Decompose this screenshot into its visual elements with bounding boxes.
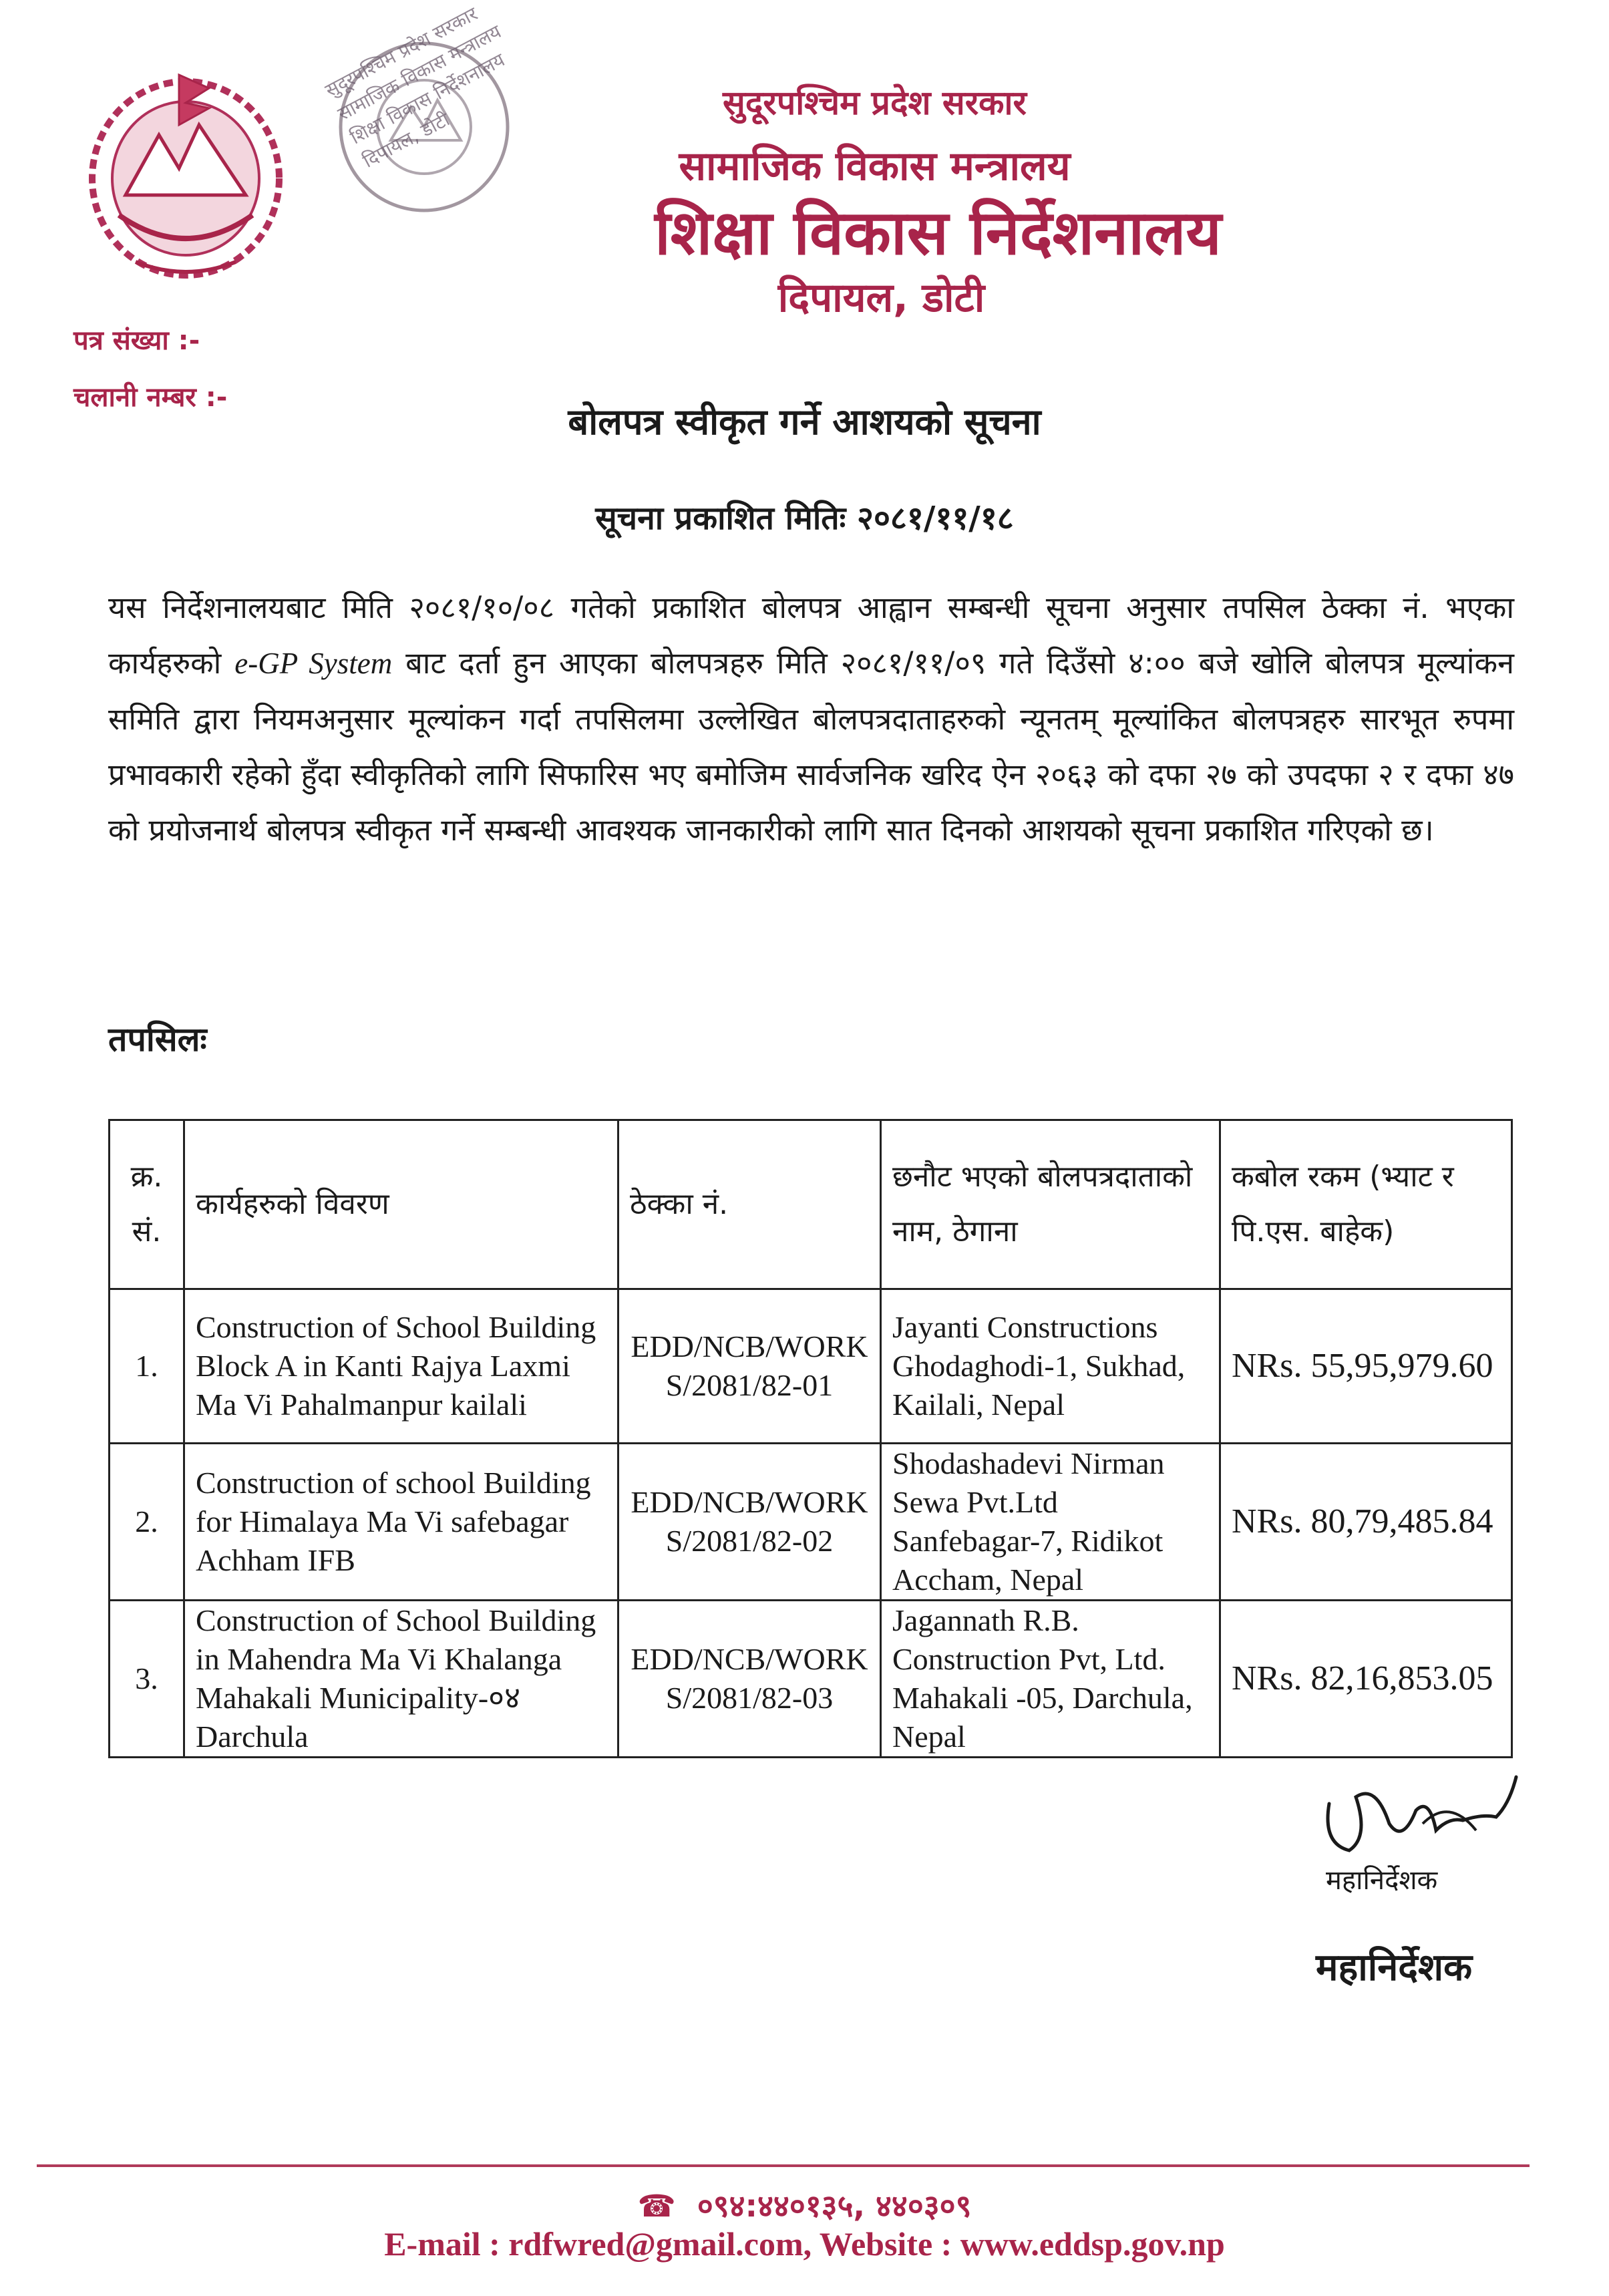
header-sn: क्र. सं.: [110, 1120, 184, 1289]
signature-title: महानिर्देशक: [1326, 1865, 1438, 1896]
row-amount: NRs. 55,95,979.60: [1220, 1289, 1512, 1444]
table-row: [110, 1289, 1512, 1444]
row-bidder: Shodashadevi Nirman Sewa Pvt.Ltd Sanfebagar-7, Ridikot Accham, Nepal: [881, 1444, 1220, 1601]
header-bidder: छनौट भएको बोलपत्रदाताको नाम, ठेगाना: [881, 1120, 1220, 1289]
table-header-row: [110, 1120, 1512, 1289]
notice-body-part1: यस निर्देशनालयबाट मिति २०८१/१०/०८ गतेको प्रकाशित बोलपत्र आह्वान सम्बन्धी सूचना अनुसार तपसिल ठेक्का नं. भएका कार्यहरुको: [108, 590, 1514, 681]
signature: [1316, 1757, 1530, 1864]
row-amount: NRs. 80,79,485.84: [1220, 1444, 1512, 1601]
row-description: Construction of School Building in Mahendra Ma Vi Khalanga Mahakali Municipality-०४ Darchula: [184, 1601, 618, 1758]
letterhead-location: दिपायल, डोटी: [777, 275, 985, 321]
row-contract-no: EDD/NCB/WORKS/2081/82-03: [618, 1601, 881, 1758]
row-bidder: Jayanti Constructions Ghodaghodi-1, Sukhad, Kailali, Nepal: [881, 1289, 1220, 1444]
row-description: Construction of school Building for Himalaya Ma Vi safebagar Achham IFB: [184, 1444, 618, 1601]
letter-number-label: पत्र संख्या :-: [73, 325, 200, 356]
phone-icon: ☎: [637, 2188, 676, 2224]
row-description: Construction of School Building Block A in Kanti Rajya Laxmi Ma Vi Pahalmanpur kailali: [184, 1289, 618, 1444]
row-bidder: Jagannath R.B. Construction Pvt, Ltd. Mahakali -05, Darchula, Nepal: [881, 1601, 1220, 1758]
tender-table: [108, 1119, 1513, 1758]
letterhead-directorate: शिक्षा विकास निर्देशनालय: [655, 197, 1222, 269]
row-amount: NRs. 82,16,853.05: [1220, 1601, 1512, 1758]
table-row: [110, 1444, 1512, 1601]
footer-phone: [0, 2184, 1609, 2226]
egp-system: e-GP System: [234, 647, 393, 680]
table-row: [110, 1601, 1512, 1758]
dispatch-number-label: चलानी नम्बर :-: [73, 382, 228, 413]
schedule-label: तपसिलः: [108, 1020, 207, 1059]
notice-title: बोलपत्र स्वीकृत गर्ने आशयको सूचना: [568, 401, 1041, 443]
footer-phone-number: ०९४:४४०१३५, ४४०३०९: [697, 2188, 972, 2224]
row-sn: 1.: [110, 1289, 184, 1444]
header-contract-no: ठेक्का नं.: [618, 1120, 881, 1289]
header-amount: कबोल रकम (भ्याट र पि.एस. बाहेक): [1220, 1120, 1512, 1289]
row-contract-no: EDD/NCB/WORKS/2081/82-02: [618, 1444, 881, 1601]
notice-body-part2: बाट दर्ता हुन आएका बोलपत्रहरु मिति २०८१/११/०९ गते दिउँसो ४:०० बजे खोलि बोलपत्र मूल्यांकन समिति द्वारा नियमअनुसार मूल्यांकन गर्दा तपसिलमा उल्लेखित बोलपत्रदाताहरुको न्यूनतम् मूल्यांकित बोलपत्रहरु सारभूत रुपमा प्रभावकारी रहेको हुँदा स्वीकृतिको लागि सिफारिस भए बमोजिम सार्वजनिक खरिद ऐन २०६३ को दफा २७ को उपदफा २ र दफा ४७ को प्रयोजनार्थ बोलपत्र स्वीकृत गर्ने सम्बन्धी आवश्यक जानकारीको लागि सात दिनको आशयको सूचना प्रकाशित गरिएको छ।: [108, 645, 1515, 848]
footer-contact: E-mail : rdfwred@gmail.com, Website : www.eddsp.gov.np: [384, 2225, 1225, 2263]
row-contract-no: EDD/NCB/WORKS/2081/82-01: [618, 1289, 881, 1444]
stamp-text: सुदूरपश्चिम प्रदेश सरकार सामाजिक विकास मन्त्रालय शिक्षा विकास निर्देशनालय दिपायल, डोटी: [321, 2, 509, 172]
footer-divider: [37, 2164, 1530, 2167]
row-sn: 3.: [110, 1601, 184, 1758]
letterhead-province: सुदूरपश्चिम प्रदेश सरकार: [723, 84, 1027, 122]
header-description: कार्यहरुको विवरण: [184, 1120, 618, 1289]
designation: महानिर्देशक: [1316, 1946, 1473, 1989]
row-sn: 2.: [110, 1444, 184, 1601]
notice-body: [108, 580, 1514, 858]
letterhead-ministry: सामाजिक विकास मन्त्रालय: [679, 143, 1071, 190]
notice-published-date: सूचना प्रकाशित मितिः २०८१/११/१८: [595, 500, 1014, 537]
